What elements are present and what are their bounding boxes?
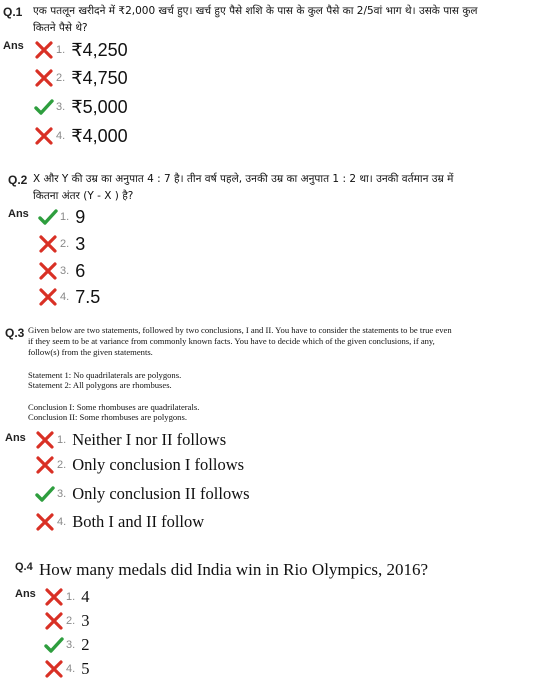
check-icon [34, 98, 54, 116]
option-3 [35, 482, 250, 506]
option-number: 4. [66, 663, 76, 675]
option-text: ₹4,750 [71, 67, 128, 88]
cross-icon [34, 69, 54, 87]
option-4 [34, 124, 128, 148]
option-3 [44, 633, 89, 657]
option-text: Only conclusion I follows [72, 455, 245, 474]
option-text: Neither I nor II follows [72, 430, 227, 449]
option-text: 3 [81, 611, 90, 630]
cross-icon [35, 513, 55, 531]
option-3 [38, 259, 85, 283]
cross-icon [38, 288, 58, 306]
option-2 [34, 66, 128, 90]
option-text: Only conclusion II follows [72, 484, 250, 503]
option-2 [35, 453, 244, 477]
option-number: 4. [57, 516, 67, 528]
option-number: 3. [60, 265, 70, 277]
cross-icon [35, 431, 55, 449]
statement-2: Statement 2: All polygons are rhombuses. [28, 380, 172, 390]
option-number: 4. [60, 291, 70, 303]
option-number: 1. [56, 44, 66, 56]
ans-label: Ans [5, 432, 26, 444]
question-number: Q.3 [5, 326, 25, 340]
option-number: 2. [57, 459, 67, 471]
statement-1: Statement 1: No quadrilaterals are polygons. [28, 370, 182, 380]
option-text: 4 [81, 587, 90, 606]
question-text-line2: कितना अंतर (Y - X ) है? [33, 190, 134, 202]
option-number: 2. [56, 72, 66, 84]
question-intro-line2: if they seem to be at variance from commonly known facts. You have to decide which of the given conclusions, if any, [28, 336, 435, 346]
cross-icon [44, 660, 64, 678]
question-text-line1: एक पतलून खरीदने में ₹2,000 खर्च हुए। खर्च हुए पैसे शशि के पास के कुल पैसे का 2/5वां भाग थे। उसके पास कुल [33, 5, 478, 17]
option-number: 2. [60, 238, 70, 250]
option-2 [38, 232, 85, 256]
option-text: 3 [75, 233, 86, 254]
option-text: 6 [75, 260, 86, 281]
option-4 [38, 285, 100, 309]
cross-icon [35, 456, 55, 474]
option-number: 3. [66, 639, 76, 651]
option-4 [44, 657, 89, 681]
ans-label: Ans [15, 588, 36, 600]
question-intro-line3: follow(s) from the given statements. [28, 347, 153, 357]
cross-icon [34, 127, 54, 145]
option-text: 2 [81, 635, 90, 654]
cross-icon [44, 588, 64, 606]
cross-icon [44, 612, 64, 630]
option-text: 7.5 [75, 286, 101, 307]
option-text: Both I and II follow [72, 512, 205, 531]
option-number: 1. [57, 434, 67, 446]
question-text-line1: X और Y की उम्र का अनुपात 4 : 7 है। तीन वर्ष पहले, उनकी उम्र का अनुपात 1 : 2 था। उनकी वर्तमान उम्र में [33, 173, 454, 185]
option-1 [38, 205, 85, 229]
ans-label: Ans [3, 40, 24, 52]
option-number: 4. [56, 130, 66, 142]
cross-icon [38, 262, 58, 280]
question-number: Q.1 [3, 5, 23, 19]
option-number: 3. [57, 488, 67, 500]
option-1 [34, 38, 128, 62]
conclusion-2: Conclusion II: Some rhombuses are polygons. [28, 412, 187, 422]
option-text: 9 [75, 206, 86, 227]
question-text-line2: कितने पैसे थे? [33, 22, 88, 34]
option-text: ₹4,000 [71, 125, 128, 146]
option-number: 3. [56, 101, 66, 113]
option-text: ₹4,250 [71, 39, 128, 60]
cross-icon [38, 235, 58, 253]
option-text: 5 [81, 659, 90, 678]
option-1 [35, 428, 226, 452]
option-2 [44, 609, 89, 633]
question-intro-line1: Given below are two statements, followed by two conclusions, I and II. You have to consider the statements to be true even [28, 325, 452, 335]
question-number: Q.2 [8, 173, 28, 187]
option-number: 2. [66, 615, 76, 627]
option-number: 1. [60, 211, 70, 223]
conclusion-1: Conclusion I: Some rhombuses are quadrilaterals. [28, 402, 200, 412]
ans-label: Ans [8, 208, 29, 220]
check-icon [38, 208, 58, 226]
check-icon [35, 485, 55, 503]
option-number: 1. [66, 591, 76, 603]
question-number: Q.4 [15, 561, 33, 573]
check-icon [44, 636, 64, 654]
cross-icon [34, 41, 54, 59]
question-text: How many medals did India win in Rio Olympics, 2016? [39, 560, 429, 579]
option-3 [34, 95, 128, 119]
option-1 [44, 585, 89, 609]
option-text: ₹5,000 [71, 96, 128, 117]
option-4 [35, 510, 204, 534]
